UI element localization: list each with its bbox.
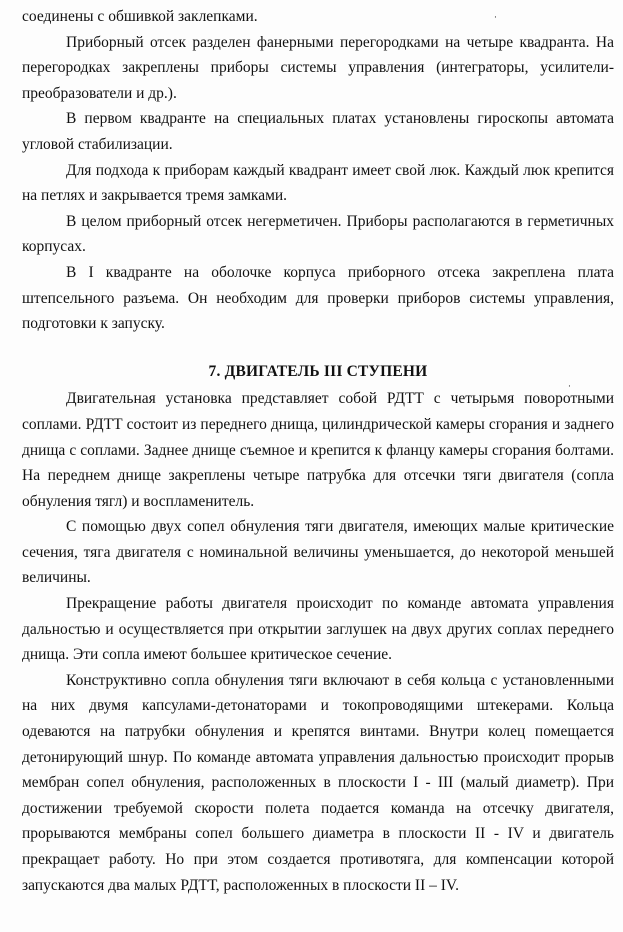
scan-speck: ·: [494, 13, 497, 23]
paragraph: Прекращение работы двигателя происходит по команде автомата управления дальностью и осуществляется при открытии заглушек на двух других соплах переднего днища. Эти сопла имеют большее критическое сечение.: [22, 595, 614, 664]
section-title: 7. ДВИГАТЕЛЬ III СТУПЕНИ: [208, 362, 428, 380]
paragraph: В первом квадранте на специальных платах установлены гироскопы автомата угловой стабилизации.: [22, 110, 614, 153]
paragraph: Двигательная установка представляет собой РДТТ с четырьмя поворотными соплами. РДТТ состоит из переднего днища, цилиндрической камеры сгорания и заднего днища с соплами. Заднее днище съемное и крепится к фланцу камеры сгорания болтами. На переднем днище закреплены четыре патрубка для отсечки тяги двигателя (сопла обнуления тягл) и воспламенитель.: [22, 390, 614, 510]
paragraph: Для подхода к приборам каждый квадрант имеет свой люк. Каждый люк крепится на петлях и закрывается тремя замками.: [22, 161, 614, 205]
paragraph: Приборный отсек разделен фанерными перегородками на четыре квадранта. На перегородках закреплены приборы системы управления (интеграторы, усилители-преобразователи и др.).: [22, 33, 614, 102]
paragraph: С помощью двух сопел обнуления тяги двигателя, имеющих малые критические сечения, тяга двигателя с номинальной величины уменьшается, до некоторой меньшей величины.: [22, 518, 614, 587]
scan-speck: ·: [568, 382, 571, 392]
paragraph: соединены с обшивкой заклепками.: [22, 8, 258, 25]
paragraph: Конструктивно сопла обнуления тяги включают в себя кольца с установленными на них двумя капсулами-детонаторами и токопроводящими штекерами. Кольца одеваются на патрубки обнуления и крепятся винтами. Внутри колец помещается детонирующий шнур. По команде автомата управления дальностью происходит прорыв мембран сопел обнуления, расположенных в плоскости I - III (малый диаметр). При достижении требуемой скорости полета подается команда на отсечку двигателя, прорываются мембраны сопел большего диаметра в плоскости II - IV и двигатель прекращает работу. Но при этом создается противотяга, для компенсации которой запускаются два малых РДТТ, расположенных в плоскости II – IV.: [22, 671, 614, 894]
paragraph: В I квадранте на оболочке корпуса приборного отсека закреплена плата штепсельного разъема. Он необходим для проверки приборов системы управления, подготовки к запуску.: [22, 263, 614, 333]
document-body: [22, 4, 614, 898]
paragraph: В целом приборный отсек негерметичен. Приборы располагаются в герметичных корпусах.: [22, 212, 614, 256]
